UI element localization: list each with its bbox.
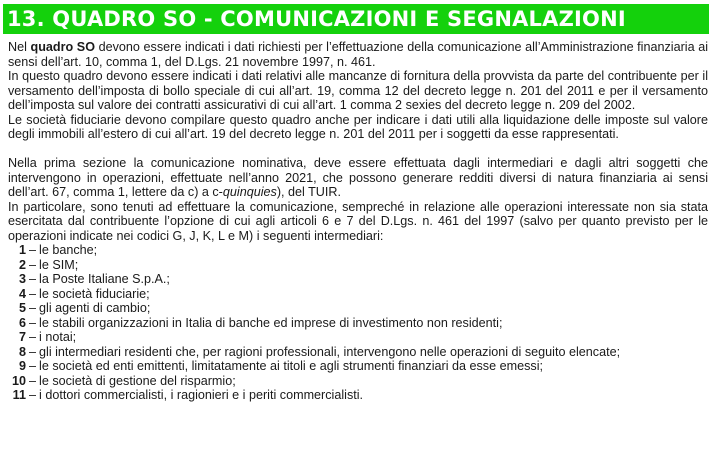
- list-item-dash: –: [29, 286, 37, 301]
- list-item-number: 10: [11, 373, 26, 388]
- list-item-text: le società ed enti emittenti, limitatamente ai titoli e agli strumenti finanziari da esse emessi;: [39, 359, 543, 373]
- paragraph-in-particolare: In particolare, sono tenuti ad effettuare la comunicazione, sempreché in relazione alle operazioni interessate non sia stata esercitata dal contribuente l’opzione di cui agli articoli 6 e 7 del D.Lgs. n. 461 del 1997 (salvo per quanto previsto per le operazioni indicate nei codici G, J, K, L e M) i seguenti intermediari:: [8, 199, 708, 243]
- paragraph-intro-post: devono essere indicati i dati richiesti per l’effettuazione della comunicazione all’Amministrazione finanziaria ai sensi dell’art. 10, comma 1, del D.Lgs. 21 novembre 1997, n. 461.: [8, 40, 708, 69]
- section-title: 13. QUADRO SO - COMUNICAZIONI E SEGNALAZIONI: [7, 7, 626, 31]
- list-item-text: le banche;: [39, 243, 98, 257]
- list-item-number: 2: [18, 257, 26, 272]
- list-item: [8, 316, 708, 331]
- list-item: [8, 359, 708, 374]
- list-item-text: i notai;: [39, 330, 77, 344]
- list-item-dash: –: [29, 272, 37, 286]
- list-item-text: le società di gestione del risparmio;: [39, 373, 236, 388]
- list-item-text: gli agenti di cambio;: [39, 301, 151, 315]
- list-item-number: 1: [18, 243, 26, 257]
- list-item-text: le stabili organizzazioni in Italia di banche ed imprese di investimento non residenti;: [39, 315, 503, 330]
- paragraph-bollo: In questo quadro devono essere indicati i dati relativi alle mancanze di fornitura della provvista da parte del contribuente per il versamento dell’imposta di bollo speciale di cui all’art. 19, comma 12 del decreto legge n. 201 del 2011 e per il versamento dell’imposta sul valore dei contratti assicurativi di cui all’art. 1 comma 2 sexies del decreto legge n. 209 del 2002.: [8, 69, 708, 112]
- list-item-dash: –: [29, 315, 37, 330]
- document-body: [8, 40, 708, 403]
- list-item: [8, 330, 708, 345]
- list-item-number: 11: [12, 388, 26, 402]
- paragraph-prima-sezione: [8, 156, 708, 200]
- list-item: [8, 243, 708, 258]
- list-item: [8, 287, 708, 302]
- intermediari-list: [8, 243, 708, 403]
- paragraph-intro-pre: Nel: [8, 40, 31, 54]
- list-item-number: 6: [18, 315, 26, 330]
- list-item: [8, 272, 708, 287]
- list-item-number: 7: [18, 330, 26, 344]
- list-item-number: 4: [18, 286, 26, 301]
- list-item-number: 3: [18, 272, 26, 286]
- list-item-number: 8: [18, 344, 26, 359]
- list-item-number: 9: [18, 359, 26, 373]
- paragraph-prima-sezione-italic: quinquies: [222, 185, 277, 199]
- list-item-number: 5: [18, 301, 26, 315]
- list-item: [8, 301, 708, 316]
- paragraph-intro-bold: quadro SO: [30, 40, 95, 54]
- list-item: [8, 258, 708, 273]
- paragraph-prima-sezione-post: ), del TUIR.: [276, 185, 341, 199]
- list-item-dash: –: [29, 330, 37, 344]
- list-item-dash: –: [29, 257, 37, 272]
- list-item-dash: –: [29, 243, 37, 257]
- section-title-bar: [3, 4, 709, 34]
- paragraph-gap: [8, 142, 708, 157]
- paragraph-prima-sezione-pre: Nella prima sezione la comunicazione nominativa, deve essere effettuata dagli intermediari e dagli altri soggetti che intervengono in operazioni, effettuate nell’anno 2021, che possono generare redditi diversi di natura finanziaria ai sensi dell’art. 67, comma 1, lettere da c) a c-: [8, 156, 708, 199]
- list-item-text: le SIM;: [39, 257, 79, 272]
- list-item-dash: –: [29, 388, 37, 402]
- list-item-text: i dottori commercialisti, i ragionieri e i periti commercialisti.: [39, 388, 364, 402]
- paragraph-intro: [8, 40, 708, 69]
- list-item-dash: –: [29, 373, 37, 388]
- list-item: [8, 345, 708, 360]
- list-item-dash: –: [29, 359, 37, 373]
- list-item-dash: –: [29, 301, 37, 315]
- list-item-text: le società fiduciarie;: [39, 286, 150, 301]
- list-item: [8, 374, 708, 389]
- list-item-dash: –: [29, 344, 37, 359]
- list-item-text: la Poste Italiane S.p.A.;: [39, 272, 170, 286]
- list-item: [8, 388, 708, 403]
- list-item-text: gli intermediari residenti che, per ragioni professionali, intervengono nelle operazioni di seguito elencate;: [39, 344, 621, 359]
- paragraph-fiduciarie: Le società fiduciarie devono compilare questo quadro anche per indicare i dati utili alla liquidazione delle imposte sul valore degli immobili all’estero di cui all’art. 19 del decreto legge n. 201 del 2011 per i soggetti da esse rappresentati.: [8, 112, 708, 141]
